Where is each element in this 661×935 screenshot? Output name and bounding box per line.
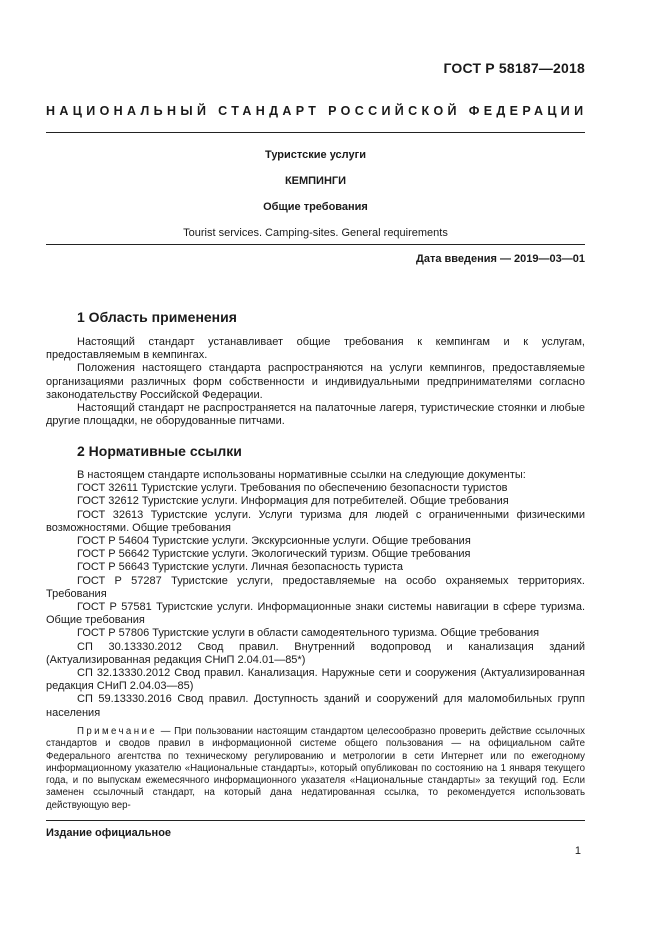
section-1-paragraph: Положения настоящего стандарта распространяются на услуги кемпингов, предоставляемые организациями различных форм собственности и индивидуальными предпринимателями согласно законодательству Российской Федерации. (46, 362, 585, 401)
reference-item: ГОСТ 32613 Туристские услуги. Услуги туризма для людей с ограниченными физическими возможностями. Общие требования (46, 508, 585, 534)
section-1-heading: 1 Область применения (77, 309, 237, 325)
title-line-2: КЕМПИНГИ (284, 175, 347, 187)
section-1-paragraph: Настоящий стандарт не распространяется на палаточные лагеря, туристические стоянки и любые другие площадки, не оборудованные питчами. (46, 402, 585, 428)
note-text: — При пользовании настоящим стандартом целесообразно проверить действие ссылочных стандартов и сводов правил в информационной системе общего пользования — на официальном сайте Федерального агентства по техническому регулированию и метрологии в сети Интернет или по ежегодному информационному указателю «Национальные стандарты», который опубликован по состоянию на 1 января текущего года, и по выпускам ежемесячного информационного указателя «Национальные стандарты» за текущий год. Если заменен ссылочный стандарт, на который дана недатированная ссылка, то рекомендуется использовать действующую вер- (46, 726, 585, 811)
document-code: ГОСТ Р 58187—2018 (443, 60, 585, 76)
reference-item: ГОСТ Р 56642 Туристские услуги. Экологический туризм. Общие требования (77, 548, 471, 561)
reference-item: ГОСТ Р 56643 Туристские услуги. Личная безопасность туриста (77, 561, 403, 574)
section-2-body (46, 469, 585, 720)
reference-item: СП 59.13330.2016 Свод правил. Доступность зданий и сооружений для маломобильных групп населения (46, 693, 585, 719)
reference-item: ГОСТ 32611 Туристские услуги. Требования по обеспечению безопасности туристов (77, 482, 508, 495)
title-english: Tourist services. Camping-sites. General requirements (183, 227, 448, 239)
reference-item: ГОСТ 32612 Туристские услуги. Информация для потребителей. Общие требования (77, 495, 509, 508)
note-label: Примечание (77, 726, 158, 737)
title-line-3: Общие требования (263, 201, 368, 213)
reference-item: ГОСТ Р 57806 Туристские услуги в области самодеятельного туризма. Общие требования (77, 627, 540, 640)
section-1-body (46, 336, 585, 428)
reference-item: ГОСТ Р 54604 Туристские услуги. Экскурсионные услуги. Общие требования (77, 535, 471, 548)
section-2-heading: 2 Нормативные ссылки (77, 443, 242, 459)
introduction-date: Дата введения — 2019—03—01 (416, 253, 585, 265)
page-number: 1 (574, 845, 581, 857)
national-standard-banner: НАЦИОНАЛЬНЫЙ СТАНДАРТ РОССИЙСКОЙ ФЕДЕРАЦИИ (46, 104, 588, 118)
reference-item: ГОСТ Р 57581 Туристские услуги. Информационные знаки системы навигации в сфере туризма. Общие требования (46, 601, 585, 627)
title-line-1: Туристские услуги (265, 149, 366, 161)
official-edition-label: Издание официальное (46, 827, 172, 839)
section-1-paragraph: Настоящий стандарт устанавливает общие требования к кемпингам и к услугам, предоставляемым в кемпингах. (46, 336, 585, 362)
references-note (46, 726, 585, 812)
top-divider (46, 132, 585, 133)
section-2-intro: В настоящем стандарте использованы нормативные ссылки на следующие документы: (77, 469, 526, 481)
reference-item: СП 30.13330.2012 Свод правил. Внутренний водопровод и канализация зданий (Актуализированная редакция СНиП 2.04.01—85*) (46, 640, 585, 666)
reference-item: СП 32.13330.2012 Свод правил. Канализация. Наружные сети и сооружения (Актуализированная редакция СНиП 2.04.03—85) (46, 667, 585, 693)
reference-item: ГОСТ Р 57287 Туристские услуги, предоставляемые на особо охраняемых территориях. Требования (46, 574, 585, 600)
footer-divider (46, 820, 585, 821)
title-divider (46, 244, 585, 245)
